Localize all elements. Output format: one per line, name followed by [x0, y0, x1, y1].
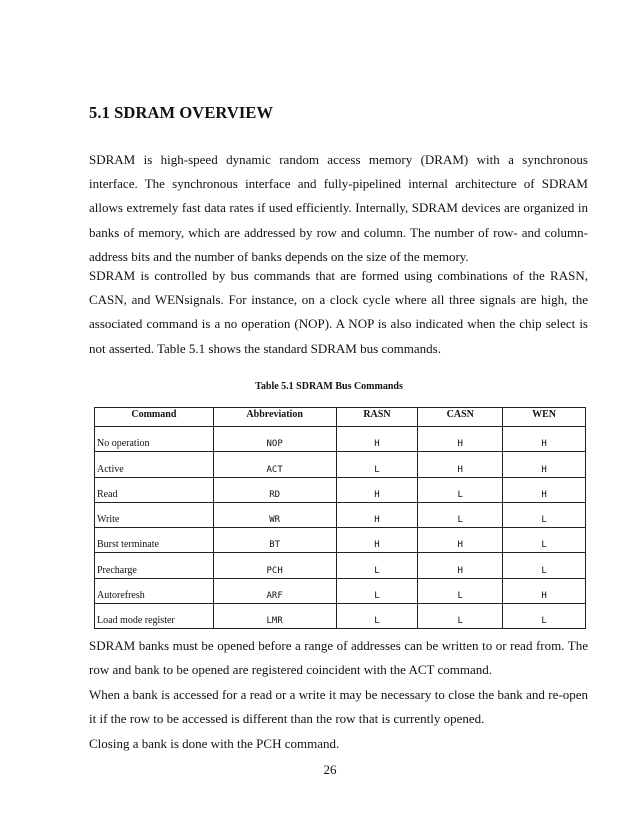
header-rasn: RASN: [336, 408, 418, 427]
cell-casn: L: [418, 477, 503, 502]
cell-rasn: H: [336, 528, 418, 553]
cell-abbreviation: LMR: [213, 604, 336, 629]
cell-casn: H: [418, 427, 503, 452]
cell-abbreviation: PCH: [213, 553, 336, 578]
table-row: [95, 553, 586, 578]
paragraph-bank-open: SDRAM banks must be opened before a range of addresses can be written to or read from. The row and bank to be opened are registered coincident with the ACT command.: [89, 638, 588, 678]
header-command: Command: [95, 408, 214, 427]
cell-command: Autorefresh: [95, 578, 214, 603]
cell-wen: H: [503, 477, 586, 502]
cell-wen: H: [503, 427, 586, 452]
cell-command: Load mode register: [95, 604, 214, 629]
cell-casn: L: [418, 604, 503, 629]
cell-abbreviation: NOP: [213, 427, 336, 452]
cell-rasn: L: [336, 452, 418, 477]
cell-wen: L: [503, 604, 586, 629]
cell-command: No operation: [95, 427, 214, 452]
cell-rasn: H: [336, 427, 418, 452]
cell-command: Active: [95, 452, 214, 477]
cell-command: Read: [95, 477, 214, 502]
table-row: [95, 578, 586, 603]
cell-abbreviation: ACT: [213, 452, 336, 477]
paragraph-sdram-intro: SDRAM is high-speed dynamic random access memory (DRAM) with a synchronous interface. The synchronous interface and fully-pipelined internal architecture of SDRAM allows extremely fast data rates if used efficiently. Internally, SDRAM devices are organized in banks of memory, which are addressed by row and column. The number of row- and column-address bits and the number of banks depends on the size of the memory.: [89, 152, 588, 264]
paragraph-bank-reopen: When a bank is accessed for a read or a write it may be necessary to close the bank and re-open it if the row to be accessed is different than the row that is currently opened.: [89, 687, 588, 727]
table-row: [95, 477, 586, 502]
cell-casn: L: [418, 578, 503, 603]
cell-casn: H: [418, 452, 503, 477]
header-casn: CASN: [418, 408, 503, 427]
cell-rasn: H: [336, 502, 418, 527]
table-row: [95, 427, 586, 452]
cell-casn: H: [418, 553, 503, 578]
table-row: [95, 502, 586, 527]
table-header-row: [95, 408, 586, 427]
cell-wen: L: [503, 528, 586, 553]
bus-commands-table: [94, 407, 586, 629]
paragraph-bus-commands: SDRAM is controlled by bus commands that are formed using combinations of the RASN, CASN, and WENsignals. For instance, on a clock cycle where all three signals are high, the associated command is a no operation (NOP). A NOP is also indicated when the chip select is not asserted. Table 5.1 shows the standard SDRAM bus commands.: [89, 268, 588, 356]
cell-rasn: L: [336, 578, 418, 603]
cell-wen: H: [503, 452, 586, 477]
cell-wen: H: [503, 578, 586, 603]
table-row: [95, 604, 586, 629]
table-caption: Table 5.1 SDRAM Bus Commands: [255, 381, 403, 392]
cell-abbreviation: BT: [213, 528, 336, 553]
cell-rasn: L: [336, 553, 418, 578]
cell-rasn: H: [336, 477, 418, 502]
cell-command: Precharge: [95, 553, 214, 578]
table-row: [95, 528, 586, 553]
page-number: 26: [323, 762, 337, 777]
cell-abbreviation: WR: [213, 502, 336, 527]
section-heading: 5.1 SDRAM OVERVIEW: [89, 103, 274, 122]
cell-casn: H: [418, 528, 503, 553]
cell-wen: L: [503, 502, 586, 527]
cell-rasn: L: [336, 604, 418, 629]
cell-wen: L: [503, 553, 586, 578]
cell-abbreviation: ARF: [213, 578, 336, 603]
paragraph-bank-close: Closing a bank is done with the PCH command.: [89, 736, 340, 751]
header-wen: WEN: [503, 408, 586, 427]
cell-casn: L: [418, 502, 503, 527]
cell-command: Burst terminate: [95, 528, 214, 553]
cell-command: Write: [95, 502, 214, 527]
table-row: [95, 452, 586, 477]
cell-abbreviation: RD: [213, 477, 336, 502]
header-abbreviation: Abbreviation: [213, 408, 336, 427]
